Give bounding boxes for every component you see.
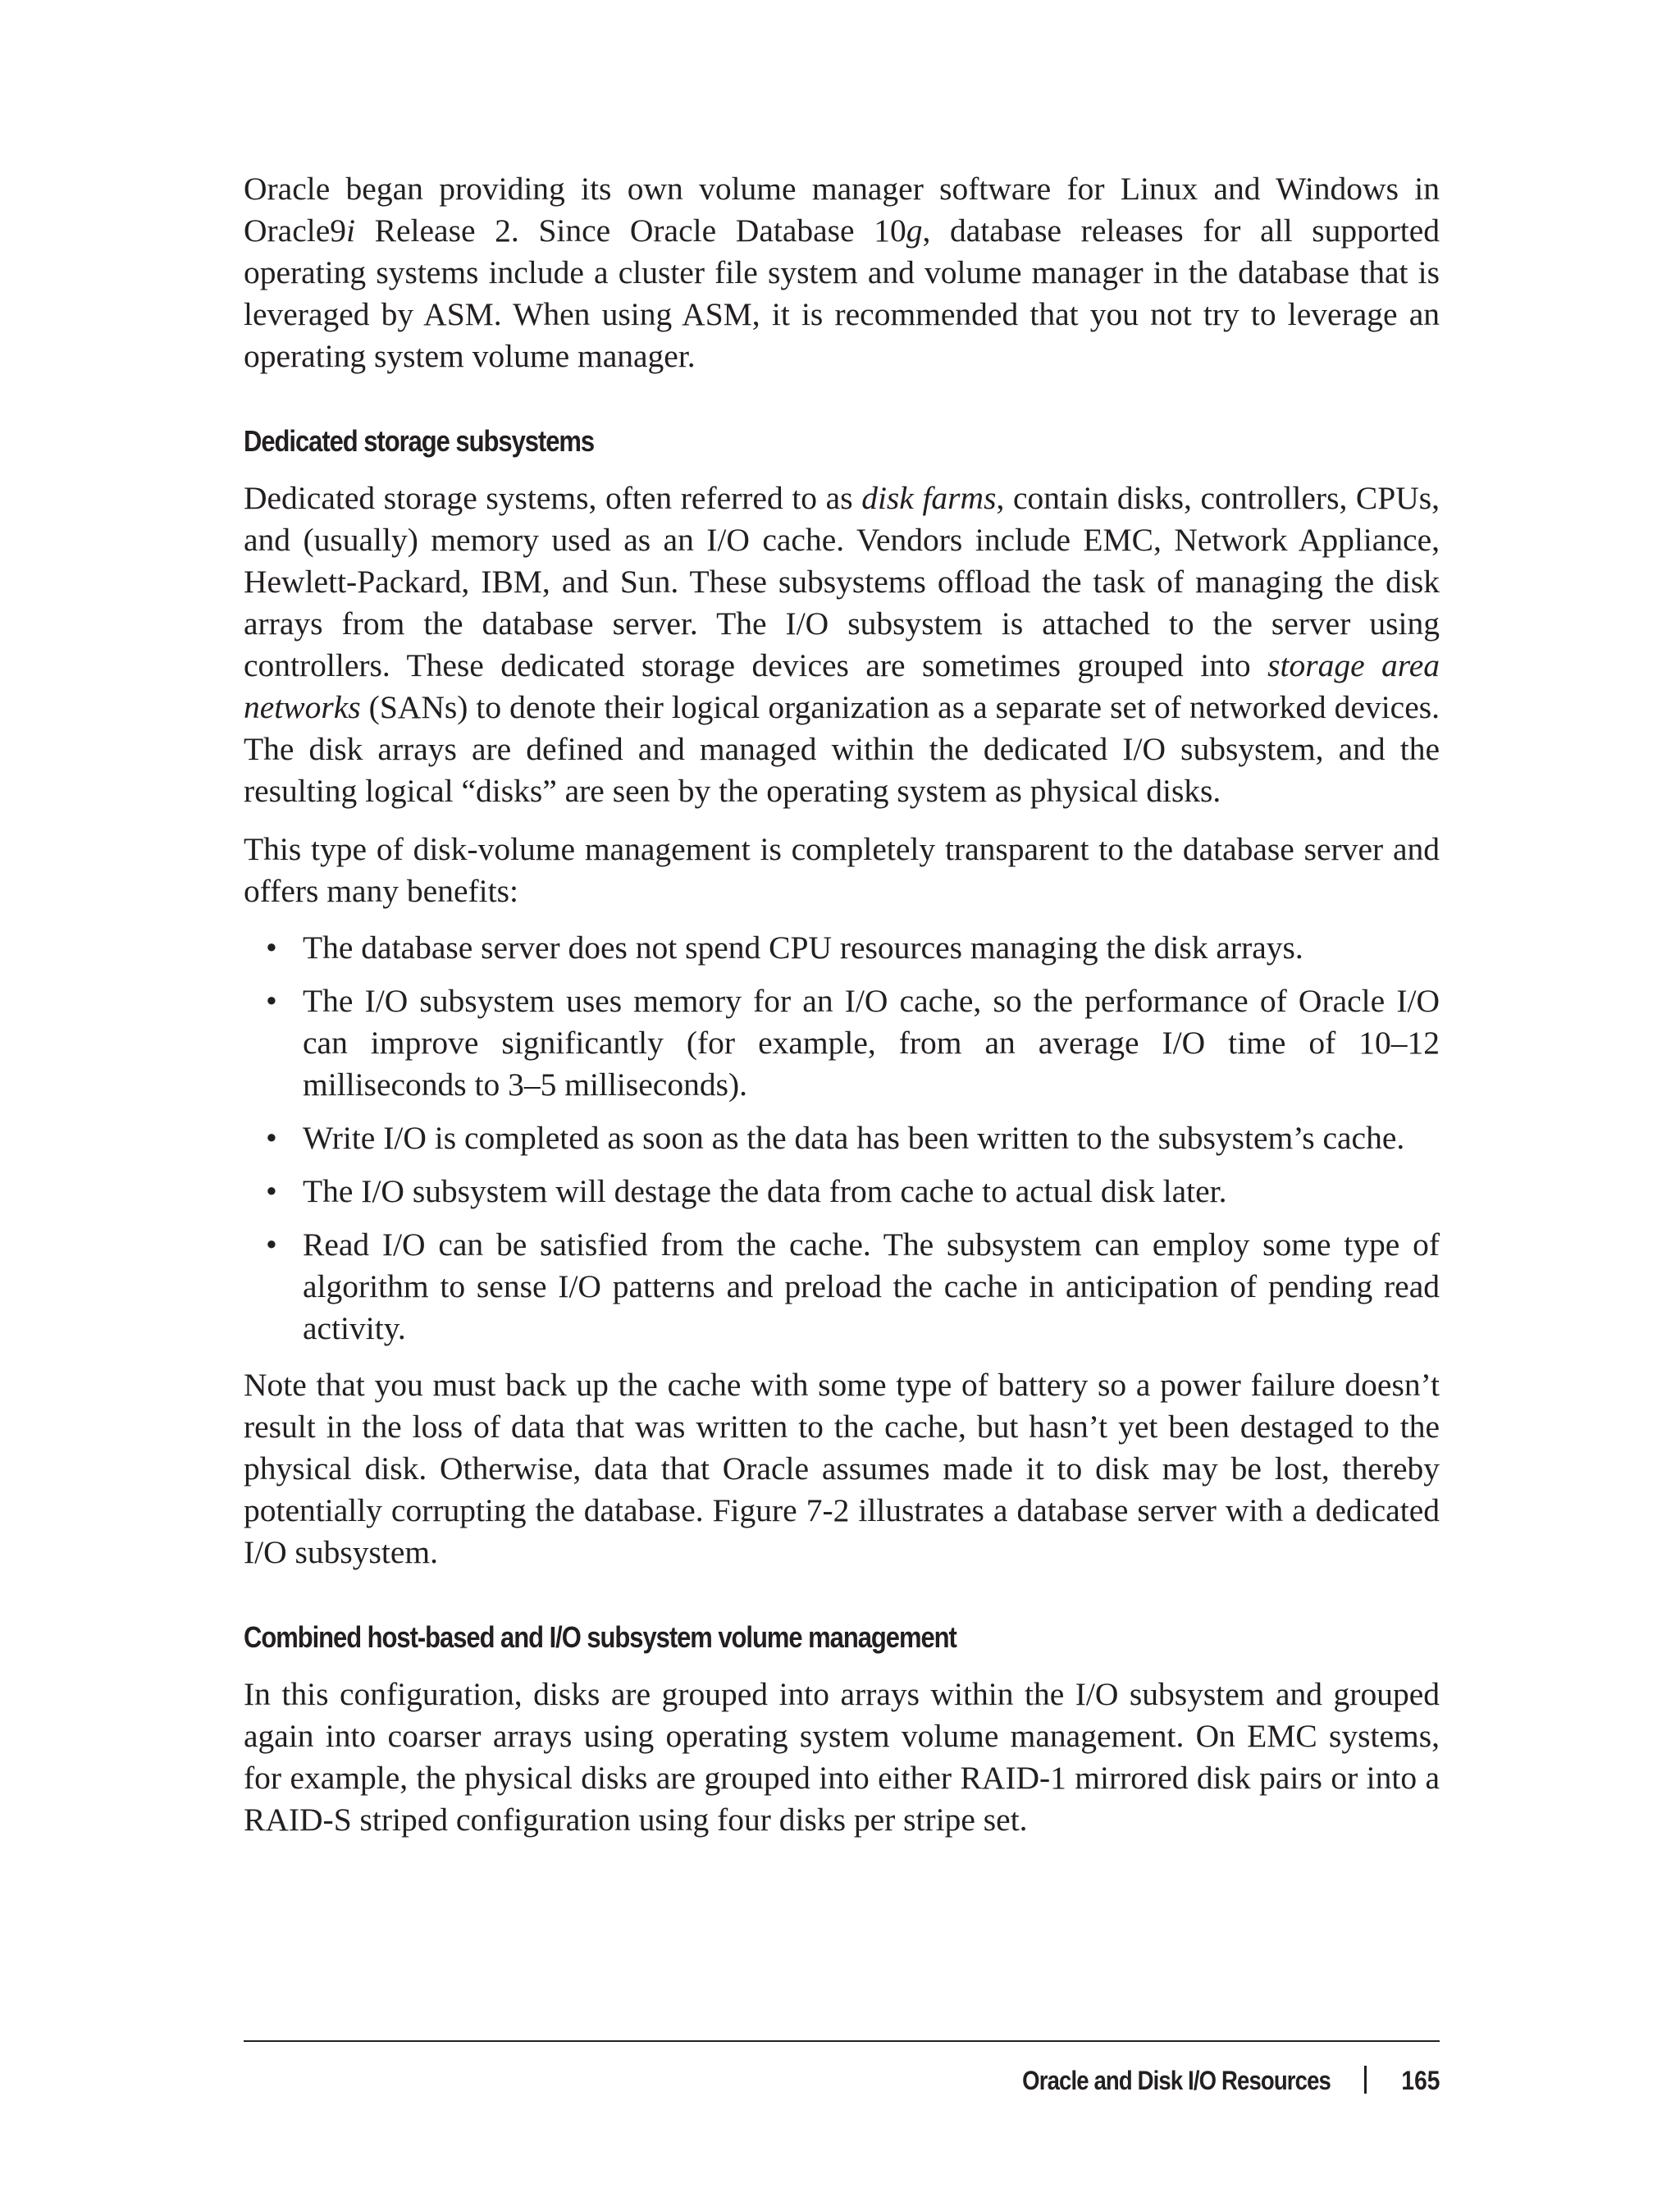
- intro-text-2: Release 2. Since Oracle Database 10: [354, 212, 906, 249]
- list-item: [244, 1117, 1440, 1159]
- dedicated-text-c: (SANs) to denote their logical organization as a separate set of networked devices. The disk arrays are defined and managed within the dedicated I/O subsystem, and the resulting logical “disks” are seen by the operating system as physical disks.: [244, 689, 1440, 809]
- dedicated-paragraph-3: Note that you must back up the cache with some type of battery so a power failure doesn’t result in the loss of data that was written to the cache, but hasn’t yet been destaged to the physical disk. Otherwise, data that Oracle assumes made it to disk may be lost, thereby potentially corrupting the database. Figure 7-2 illustrates a database server with a dedicated I/O subsystem.: [244, 1367, 1440, 1570]
- dedicated-text-b: , contain disks, controllers, CPUs, and (usually) memory used as an I/O cache. Vendors include EMC, Network Appliance, Hewlett-Packard, IBM, and Sun. These subsystems offload the task of managing the disk arrays from the database server. The I/O subsystem is attached to the server using controllers. These dedicated storage devices are sometimes grouped into: [244, 480, 1440, 683]
- dedicated-text-a: Dedicated storage systems, often referred to as: [244, 480, 862, 516]
- intro-italic-i: i: [346, 212, 355, 249]
- footer-rule: [244, 2040, 1440, 2042]
- running-title: Oracle and Disk I/O Resources: [1022, 2066, 1331, 2095]
- intro-italic-g: g: [906, 212, 923, 249]
- page-content: [244, 168, 1440, 1841]
- list-item-text: Write I/O is completed as soon as the data has been written to the subsystem’s cache.: [303, 1120, 1405, 1156]
- section-heading-dedicated: Dedicated storage subsystems: [244, 424, 595, 458]
- list-item-text: Read I/O can be satisfied from the cache. The subsystem can employ some type of algorithm to sense I/O patterns and preload the cache in anticipation of pending read activity.: [303, 1226, 1440, 1346]
- list-item-text: The I/O subsystem will destage the data from cache to actual disk later.: [303, 1173, 1227, 1209]
- list-item-text: The database server does not spend CPU resources managing the disk arrays.: [303, 929, 1303, 966]
- benefits-list: [244, 927, 1440, 1350]
- dedicated-paragraph-2: This type of disk-volume management is completely transparent to the database server and offers many benefits:: [244, 831, 1440, 909]
- intro-paragraph: [244, 168, 1440, 377]
- page-footer: [244, 2061, 1440, 2100]
- dedicated-paragraph-1: [244, 477, 1440, 812]
- list-item: [244, 927, 1440, 969]
- page-number: 165: [1401, 2066, 1440, 2095]
- intro-text-1: Oracle began providing its own volume manager software for Linux and Windows in Oracle9: [244, 171, 1440, 249]
- list-item: [244, 980, 1440, 1106]
- bullet-icon: •: [266, 1173, 277, 1209]
- list-item: [244, 1224, 1440, 1350]
- bullet-icon: •: [266, 929, 277, 966]
- bullet-icon: •: [266, 1120, 277, 1156]
- bullet-icon: •: [266, 1226, 277, 1263]
- footer-separator: [1364, 2066, 1367, 2094]
- intro-text-3: , database releases for all supported operating systems include a cluster file system and volume manager in the database that is leveraged by ASM. When using ASM, it is recommended that you not try to leverage an operating system volume manager.: [244, 212, 1440, 374]
- combined-paragraph-1: In this configuration, disks are grouped into arrays within the I/O subsystem and grouped again into coarser arrays using operating system volume management. On EMC systems, for example, the physical disks are grouped into either RAID-1 mirrored disk pairs or into a RAID-S striped configuration using four disks per stripe set.: [244, 1676, 1440, 1838]
- term-disk-farms: disk farms: [861, 480, 997, 516]
- list-item-text: The I/O subsystem uses memory for an I/O cache, so the performance of Oracle I/O can improve significantly (for example, from an average I/O time of 10–12 milliseconds to 3–5 milliseconds).: [303, 983, 1440, 1103]
- section-heading-combined: Combined host-based and I/O subsystem volume management: [244, 1620, 956, 1654]
- list-item: [244, 1171, 1440, 1213]
- bullet-icon: •: [266, 983, 277, 1019]
- term-storage-area-networks: storage area networks: [244, 647, 1440, 725]
